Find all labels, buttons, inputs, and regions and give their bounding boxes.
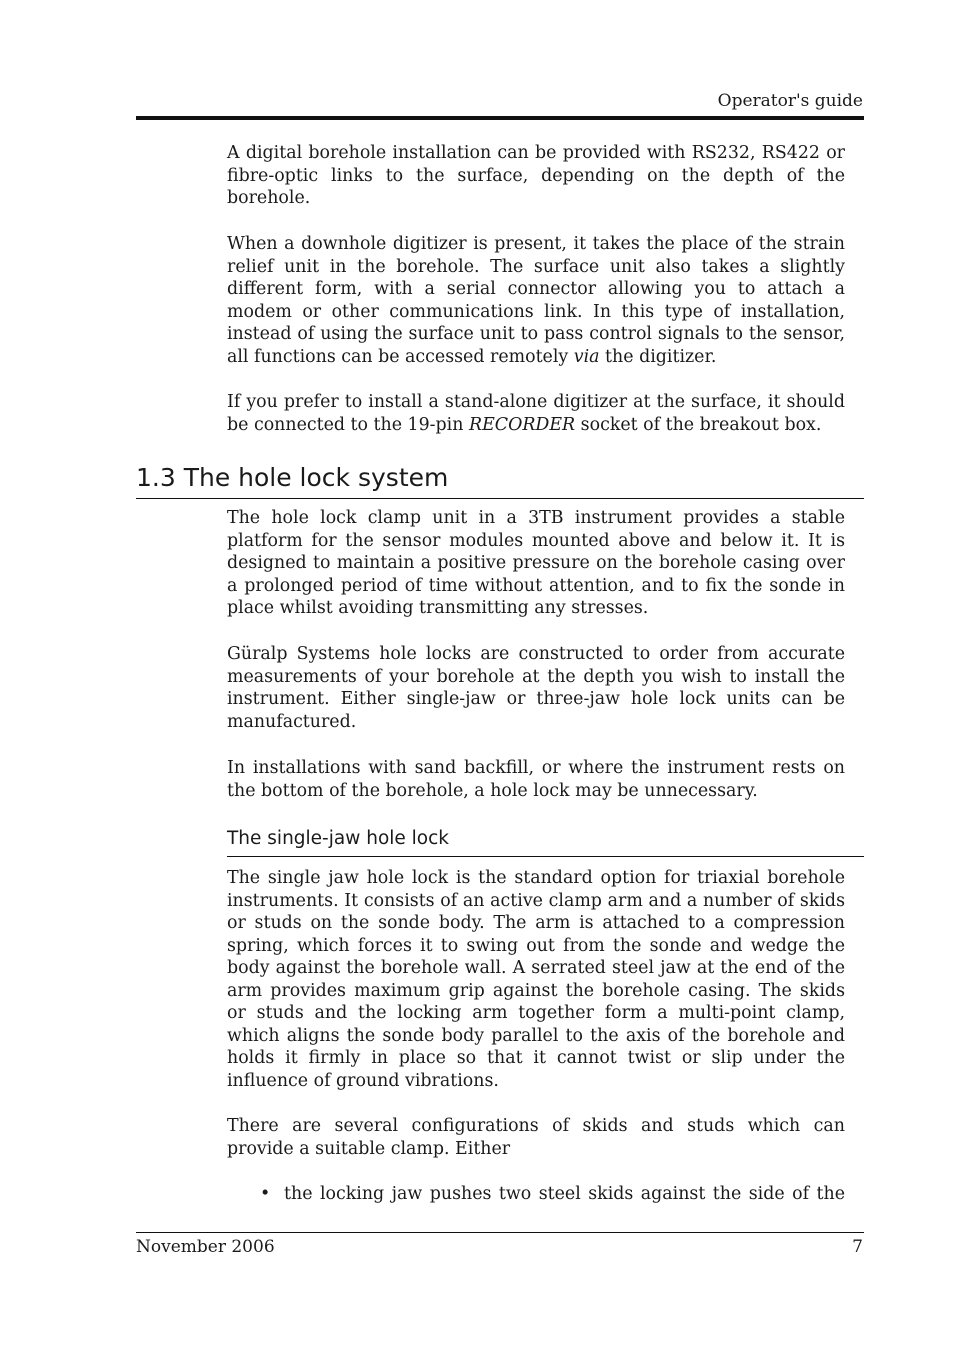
footer-date: November 2006 (136, 1237, 275, 1257)
subsection-heading-rule (227, 856, 864, 857)
section-heading-rule (136, 498, 864, 499)
intro-p3-text: If you prefer to install a stand-alone digitizer at the surface, it should be connected to the 19-pin (227, 392, 845, 435)
section-paragraph-3: In installations with sand backfill, or where the instrument rests on the bottom of the borehole, a hole lock may be unnecessary. (227, 758, 845, 801)
header-rule (136, 116, 864, 120)
intro-p2-text-end: the digitizer. (599, 346, 717, 367)
intro-paragraph-2 (227, 233, 845, 368)
section-paragraph-2: Güralp Systems hole locks are constructed to order from accurate measurements of your borehole at the depth you wish to install the instrument. Either single-jaw or three-jaw hole lock units can be manufactured. (227, 644, 845, 732)
bullet-item-1: the locking jaw pushes two steel skids against the side of the (284, 1184, 845, 1204)
subsection-paragraph-1: The single jaw hole lock is the standard option for triaxial borehole instruments. It consists of an active clamp arm and a number of skids or studs on the sonde body. The arm is attached to a compression spring, which forces it to swing out from the sonde and wedge the body against the borehole wall. A serrated steel jaw at the end of the arm provides maximum grip against the borehole casing. The skids or studs and the locking arm together form a multi-point clamp, which aligns the sonde body parallel to the axis of the borehole and holds it firmly in place so that it cannot twist or slip under the influence of ground vibrations. (227, 868, 845, 1091)
intro-paragraph-3 (227, 391, 845, 436)
footer-rule (136, 1232, 864, 1233)
intro-paragraph-1: A digital borehole installation can be provided with RS232, RS422 or fibre-optic links to the surface, depending on the depth of the borehole. (227, 143, 845, 208)
section-heading: 1.3 The hole lock system (136, 463, 449, 492)
intro-p2-emphasis: via (573, 346, 600, 367)
bullet-mark: • (260, 1184, 271, 1204)
intro-p3-text-end: socket of the breakout box. (575, 414, 822, 435)
intro-p3-emphasis: RECORDER (468, 414, 576, 435)
subsection-paragraph-2: There are several configurations of skids and studs which can provide a suitable clamp. Either (227, 1116, 845, 1159)
section-paragraph-1: The hole lock clamp unit in a 3TB instrument provides a stable platform for the sensor modules mounted above and below it. It is designed to maintain a positive pressure on the borehole casing over a prolonged period of time without attention, and to fix the sonde in place whilst avoiding transmitting any stresses. (227, 508, 845, 618)
subsection-heading: The single-jaw hole lock (227, 828, 450, 849)
page-number: 7 (852, 1237, 863, 1257)
intro-p2-text: When a downhole digitizer is present, it takes the place of the strain relief unit in the borehole. The surface unit also takes a slightly different form, with a serial connector allowing you to attach a modem or other communications link. In this type of installation, instead of using the surface unit to pass control signals to the sensor, all functions can be accessed remotely (227, 234, 845, 367)
running-header: Operator's guide (717, 91, 863, 111)
